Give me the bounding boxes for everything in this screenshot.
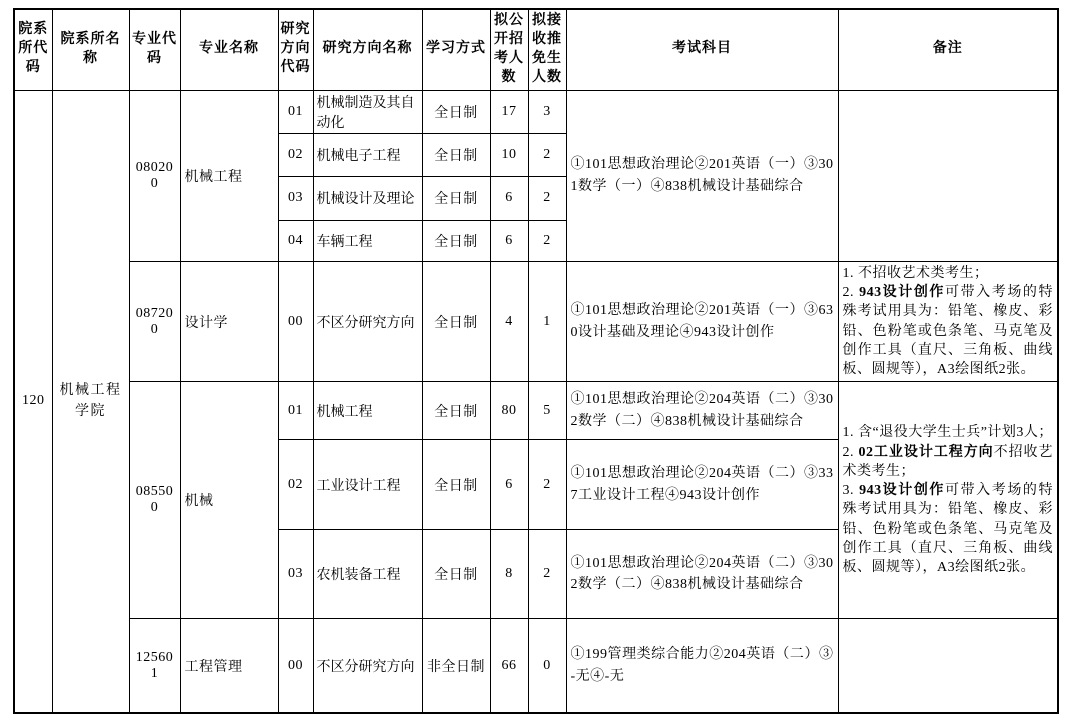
remark-cell xyxy=(838,90,1058,261)
direction-name-cell: 机械电子工程 xyxy=(313,133,422,176)
planned-open-count-cell: 6 xyxy=(490,440,528,530)
direction-name-cell: 机械工程 xyxy=(313,382,422,440)
remark-cell: 1. 含“退役大学生士兵”计划3人； 2. 02工业设计工程方向不招收艺术类考生； 3. 943设计创作可带入考场的特殊考试用具为：铅笔、橡皮、彩铅、色粉笔或色条笔、马克笔及创作工具（直尺、三角板、曲线板、圆规等），A3绘图纸2张。 xyxy=(838,382,1058,619)
remark-cell: 1. 不招收艺术类考生； 2. 943设计创作可带入考场的特殊考试用具为：铅笔、橡皮、彩铅、色粉笔或色条笔、马克笔及创作工具（直尺、三角板、曲线板、圆规等），A3绘图纸2张。 xyxy=(838,261,1058,382)
direction-name-cell: 工业设计工程 xyxy=(313,440,422,530)
header-row xyxy=(14,9,1058,90)
direction-code-cell: 00 xyxy=(278,619,313,713)
admissions-plan-table xyxy=(13,8,1059,714)
direction-name-cell: 不区分研究方向 xyxy=(313,261,422,382)
planned-open-count-cell: 66 xyxy=(490,619,528,713)
planned-tuimian-count-cell: 2 xyxy=(528,220,566,261)
direction-code-cell: 00 xyxy=(278,261,313,382)
remark-cell xyxy=(838,619,1058,713)
exam-subjects-cell: ①101思想政治理论②201英语（一）③301数学（一）④838机械设计基础综合 xyxy=(566,90,838,261)
study-mode-cell: 全日制 xyxy=(422,133,490,176)
planned-tuimian-count-cell: 1 xyxy=(528,261,566,382)
study-mode-cell: 非全日制 xyxy=(422,619,490,713)
header-planned-tuimian: 拟接收推免生人数 xyxy=(528,9,566,90)
study-mode-cell: 全日制 xyxy=(422,440,490,530)
direction-name-cell: 车辆工程 xyxy=(313,220,422,261)
major-code-cell: 085500 xyxy=(129,382,180,619)
header-study-mode: 学习方式 xyxy=(422,9,490,90)
planned-open-count-cell: 17 xyxy=(490,90,528,133)
exam-subjects-cell: ①101思想政治理论②201英语（一）③630设计基础及理论④943设计创作 xyxy=(566,261,838,382)
planned-open-count-cell: 8 xyxy=(490,530,528,619)
exam-subjects-cell: ①101思想政治理论②204英语（二）③337工业设计工程④943设计创作 xyxy=(566,440,838,530)
direction-code-cell: 01 xyxy=(278,90,313,133)
planned-tuimian-count-cell: 2 xyxy=(528,440,566,530)
direction-code-cell: 04 xyxy=(278,220,313,261)
study-mode-cell: 全日制 xyxy=(422,382,490,440)
table-row xyxy=(14,261,1058,382)
direction-name-cell: 农机装备工程 xyxy=(313,530,422,619)
direction-code-cell: 03 xyxy=(278,530,313,619)
planned-open-count-cell: 4 xyxy=(490,261,528,382)
direction-code-cell: 02 xyxy=(278,440,313,530)
planned-open-count-cell: 6 xyxy=(490,176,528,220)
header-direction-name: 研究方向名称 xyxy=(313,9,422,90)
planned-open-count-cell: 6 xyxy=(490,220,528,261)
planned-tuimian-count-cell: 2 xyxy=(528,176,566,220)
planned-tuimian-count-cell: 2 xyxy=(528,530,566,619)
exam-subjects-cell: ①101思想政治理论②204英语（二）③302数学（二）④838机械设计基础综合 xyxy=(566,382,838,440)
table-row xyxy=(14,382,1058,440)
exam-subjects-cell: ①199管理类综合能力②204英语（二）③-无④-无 xyxy=(566,619,838,713)
planned-tuimian-count-cell: 2 xyxy=(528,133,566,176)
major-name-cell: 机械 xyxy=(180,382,278,619)
header-remark: 备注 xyxy=(838,9,1058,90)
dept-name-cell: 机械工程学院 xyxy=(52,90,129,713)
planned-open-count-cell: 80 xyxy=(490,382,528,440)
study-mode-cell: 全日制 xyxy=(422,261,490,382)
major-code-cell: 087200 xyxy=(129,261,180,382)
header-dept-code: 院系所代码 xyxy=(14,9,52,90)
direction-name-cell: 机械制造及其自动化 xyxy=(313,90,422,133)
table-row xyxy=(14,90,1058,133)
major-code-cell: 125601 xyxy=(129,619,180,713)
direction-name-cell: 机械设计及理论 xyxy=(313,176,422,220)
major-name-cell: 设计学 xyxy=(180,261,278,382)
planned-open-count-cell: 10 xyxy=(490,133,528,176)
direction-code-cell: 02 xyxy=(278,133,313,176)
direction-code-cell: 01 xyxy=(278,382,313,440)
direction-code-cell: 03 xyxy=(278,176,313,220)
header-dept-name: 院系所名称 xyxy=(52,9,129,90)
table-row xyxy=(14,619,1058,713)
study-mode-cell: 全日制 xyxy=(422,176,490,220)
major-name-cell: 工程管理 xyxy=(180,619,278,713)
planned-tuimian-count-cell: 0 xyxy=(528,619,566,713)
direction-name-cell: 不区分研究方向 xyxy=(313,619,422,713)
dept-code-cell: 120 xyxy=(14,90,52,713)
header-exam-subjects: 考试科目 xyxy=(566,9,838,90)
planned-tuimian-count-cell: 5 xyxy=(528,382,566,440)
header-direction-code: 研究方向代码 xyxy=(278,9,313,90)
header-major-name: 专业名称 xyxy=(180,9,278,90)
major-code-cell: 080200 xyxy=(129,90,180,261)
study-mode-cell: 全日制 xyxy=(422,90,490,133)
study-mode-cell: 全日制 xyxy=(422,220,490,261)
header-planned-open: 拟公开招考人数 xyxy=(490,9,528,90)
exam-subjects-cell: ①101思想政治理论②204英语（二）③302数学（二）④838机械设计基础综合 xyxy=(566,530,838,619)
study-mode-cell: 全日制 xyxy=(422,530,490,619)
planned-tuimian-count-cell: 3 xyxy=(528,90,566,133)
header-major-code: 专业代码 xyxy=(129,9,180,90)
major-name-cell: 机械工程 xyxy=(180,90,278,261)
